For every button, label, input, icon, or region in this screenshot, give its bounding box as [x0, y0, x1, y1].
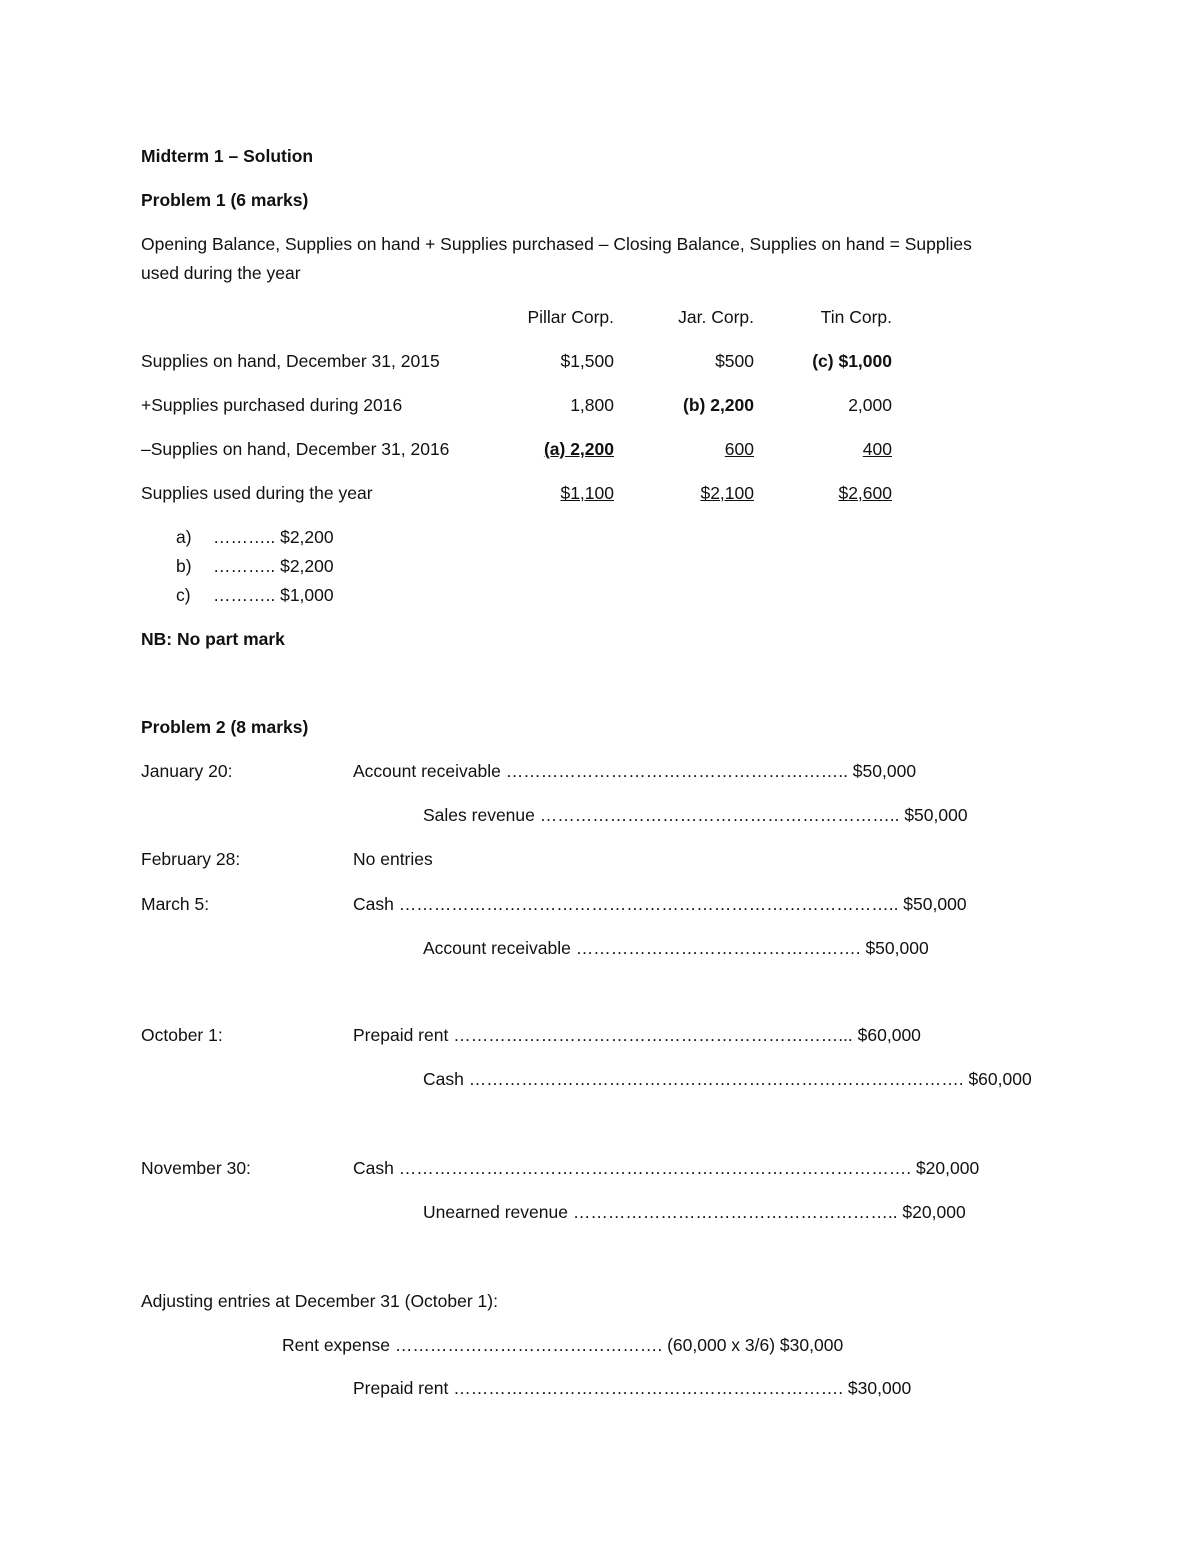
cell-pillar-opening: $1,500	[560, 351, 614, 371]
adjusting-heading: Adjusting entries at December 31 (October 1):	[141, 1291, 498, 1311]
entry-date-oct1: October 1:	[141, 1025, 223, 1045]
problem-2-heading: Problem 2 (8 marks)	[141, 717, 309, 737]
answer-letter-a: a)	[176, 527, 192, 547]
entry-debit-jan20: Account receivable ………………………………………………….. $50,000	[353, 761, 917, 781]
adjusting-debit: Rent expense ………………………………………. (60,000 x 3/6) $30,000	[282, 1335, 844, 1355]
problem-1-heading: Problem 1 (6 marks)	[141, 190, 309, 210]
cell-tin-used: $2,600	[838, 483, 892, 503]
cell-jar-closing: 600	[724, 439, 754, 459]
cell-jar-purchased: (b) 2,200	[683, 395, 754, 415]
entry-credit-jan20: Sales revenue …………………………………………………….. $50,000	[423, 805, 968, 825]
entry-date-nov30: November 30:	[141, 1158, 251, 1178]
cell-pillar-closing: (a) 2,200	[543, 439, 614, 459]
column-header-tin: Tin Corp.	[820, 307, 892, 327]
answer-value-b: ……….. $2,200	[213, 556, 334, 576]
column-header-jar: Jar. Corp.	[678, 307, 754, 327]
entry-credit-oct1: Cash …………………………………………………………………………. $60,000	[423, 1069, 1032, 1089]
entry-date-jan20: January 20:	[141, 761, 233, 781]
entry-debit-nov30: Cash ……………………………………………………………………………. $20,000	[353, 1158, 980, 1178]
entry-credit-nov30: Unearned revenue ……………………………………………….. $20,000	[423, 1202, 966, 1222]
row-label-used: Supplies used during the year	[141, 483, 373, 503]
entry-debit-feb28: No entries	[353, 849, 433, 869]
cell-pillar-purchased: 1,800	[570, 395, 614, 415]
page-title: Midterm 1 – Solution	[141, 146, 314, 166]
adjusting-credit: Prepaid rent …………………………………………………………. $30,000	[353, 1378, 912, 1398]
cell-pillar-used: $1,100	[560, 483, 614, 503]
entry-date-feb28: February 28:	[141, 849, 241, 869]
entry-credit-mar5: Account receivable …………………………………………. $50,000	[423, 938, 929, 958]
answer-letter-c: c)	[176, 585, 191, 605]
cell-jar-used: $2,100	[700, 483, 754, 503]
answer-letter-b: b)	[176, 556, 192, 576]
cell-jar-opening: $500	[715, 351, 754, 371]
cell-tin-opening: (c) $1,000	[812, 351, 892, 371]
entry-date-mar5: March 5:	[141, 894, 210, 914]
column-header-pillar: Pillar Corp.	[527, 307, 614, 327]
entry-debit-oct1: Prepaid rent …………………………………………………………... $60,000	[353, 1025, 921, 1045]
row-label-opening: Supplies on hand, December 31, 2015	[141, 351, 440, 371]
formula-line-1: Opening Balance, Supplies on hand + Supplies purchased – Closing Balance, Supplies on hand = Supplies	[141, 234, 972, 254]
row-label-purchased: +Supplies purchased during 2016	[141, 395, 403, 415]
row-label-closing: –Supplies on hand, December 31, 2016	[141, 439, 450, 459]
cell-tin-closing: 400	[862, 439, 892, 459]
answer-value-c: ……….. $1,000	[213, 585, 334, 605]
entry-debit-mar5: Cash ………………………………………………………………………….. $50,000	[353, 894, 967, 914]
answer-value-a: ……….. $2,200	[213, 527, 334, 547]
cell-tin-purchased: 2,000	[848, 395, 892, 415]
formula-line-2: used during the year	[141, 263, 301, 283]
note: NB: No part mark	[141, 629, 285, 649]
